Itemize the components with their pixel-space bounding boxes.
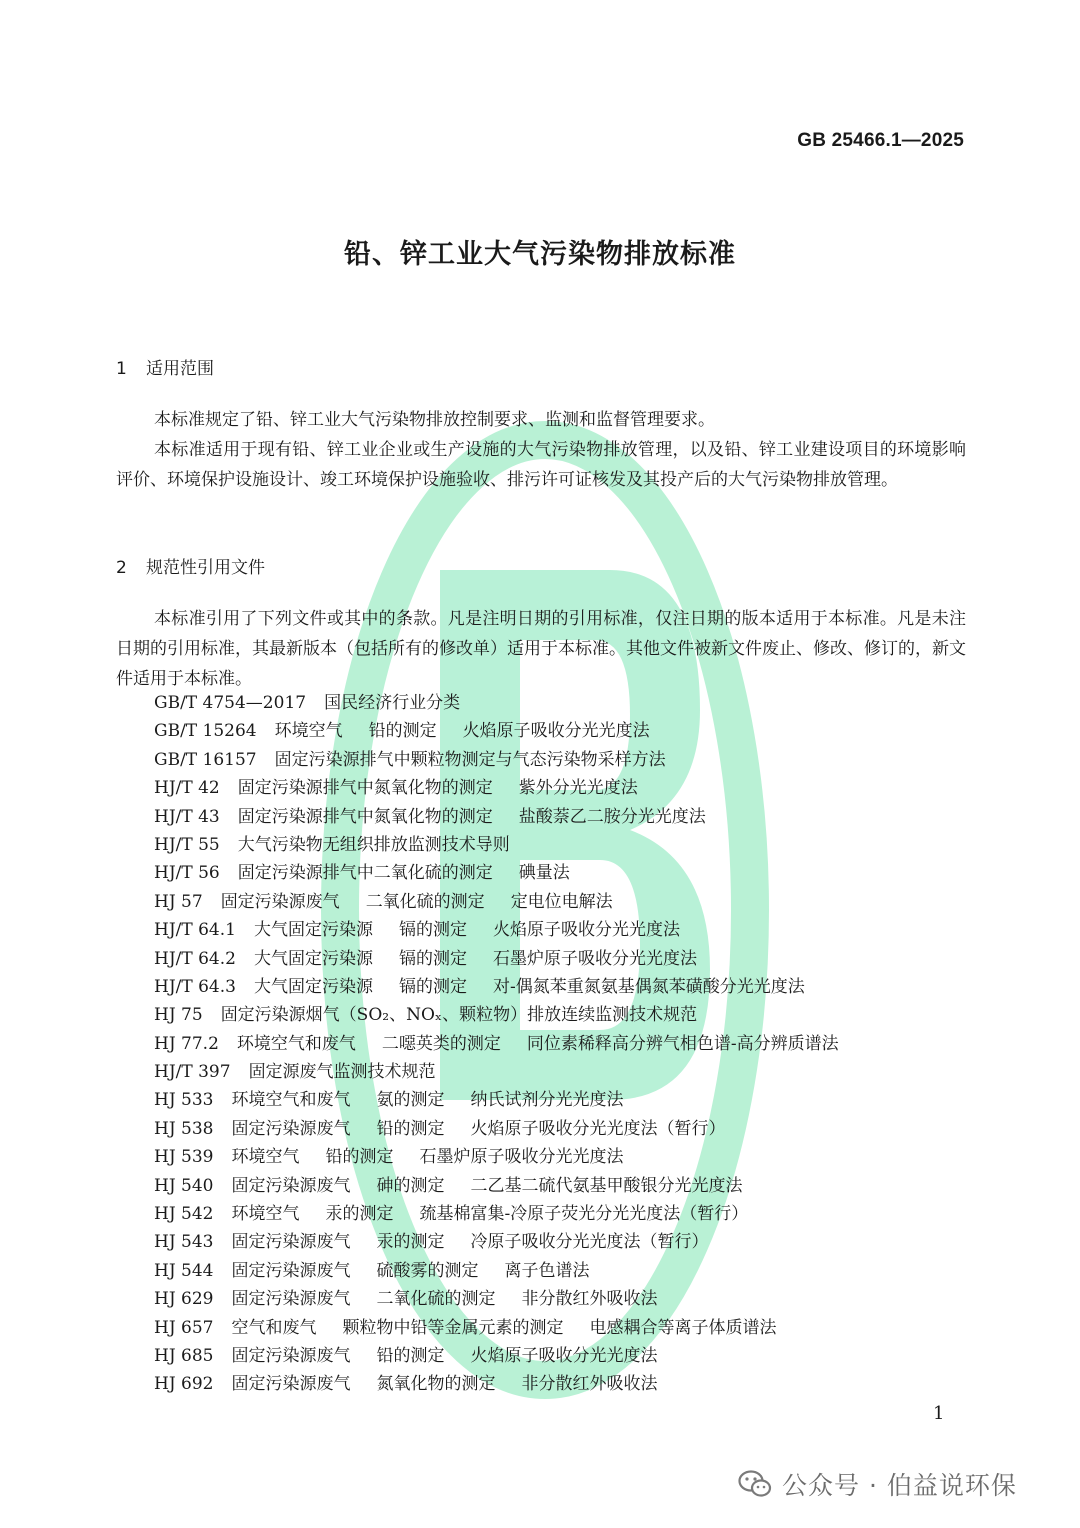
reference-code: HJ 543	[154, 1232, 214, 1253]
reference-title-part: 环境空气	[231, 1147, 300, 1168]
reference-item	[154, 945, 839, 973]
section-heading-scope	[116, 354, 214, 379]
reference-item	[154, 1257, 839, 1285]
reference-code: GB/T 16157	[154, 749, 257, 770]
reference-code: HJ 539	[154, 1147, 214, 1168]
reference-code: HJ 685	[154, 1345, 214, 1366]
reference-code: HJ/T 55	[154, 834, 220, 855]
paragraph: 本标准适用于现有铅、锌工业企业或生产设施的大气污染物排放管理，以及铅、锌工业建设项目的环境影响评价、环境保护设施设计、竣工环境保护设施验收、排污许可证核发及其投产后的大气污染物排放管理。	[116, 440, 966, 490]
reference-item	[154, 717, 839, 745]
reference-title-part: 环境空气和废气	[236, 1033, 356, 1054]
reference-title-part: 紫外分光光度法	[518, 778, 638, 799]
reference-title-part: 铅的测定	[376, 1118, 445, 1139]
reference-item	[154, 916, 839, 944]
reference-title-part: 固定污染源废气	[231, 1175, 351, 1196]
reference-title-part: 砷的测定	[376, 1175, 445, 1196]
reference-title-part: 固定污染源排气中氮氧化物的测定	[237, 806, 493, 827]
reference-item	[154, 1001, 839, 1029]
reference-title-part: 固定污染源排气中氮氧化物的测定	[237, 778, 493, 799]
reference-title-part: 铅的测定	[376, 1345, 445, 1366]
reference-title-part: 镉的测定	[398, 948, 467, 969]
reference-title-part: 大气污染物无组织排放监测技术导则	[237, 834, 510, 855]
reference-title-part: 火焰原子吸收分光光度法	[492, 920, 680, 941]
reference-title-part: 固定污染源废气	[231, 1345, 351, 1366]
reference-title-part: 汞的测定	[325, 1204, 394, 1225]
paragraph: 本标准引用了下列文件或其中的条款。凡是注明日期的引用标准，仅注日期的版本适用于本标准。凡是未注日期的引用标准，其最新版本（包括所有的修改单）适用于本标准。其他文件被新文件废止、修改、修订的，新文件适用于本标准。	[116, 609, 966, 689]
reference-title-part: 汞的测定	[376, 1232, 445, 1253]
section-heading-normative-references	[116, 553, 265, 578]
reference-item	[154, 1285, 839, 1313]
standard-code: GB 25466.1—2025	[797, 130, 964, 151]
reference-title-part: 纳氏试剂分光光度法	[470, 1090, 624, 1111]
reference-title-part: 环境空气	[231, 1204, 300, 1225]
section-number: 2	[116, 558, 127, 578]
reference-code: GB/T 15264	[154, 721, 257, 742]
reference-code: HJ/T 64.3	[154, 976, 236, 997]
reference-code: HJ/T 397	[154, 1062, 231, 1083]
reference-item	[154, 1370, 839, 1398]
reference-item	[154, 1030, 839, 1058]
reference-title-part: 冷原子吸收分光光度法（暂行）	[470, 1232, 709, 1253]
reference-title-part: 大气固定污染源	[253, 948, 373, 969]
reference-title-part: 颗粒物中铅等金属元素的测定	[342, 1317, 564, 1338]
reference-title-part: 环境空气	[274, 721, 343, 742]
reference-title-part: 固定源废气监测技术规范	[248, 1062, 436, 1083]
reference-code: HJ/T 64.1	[154, 920, 236, 941]
reference-code: HJ 57	[154, 891, 203, 912]
reference-item	[154, 689, 839, 717]
reference-code: HJ 692	[154, 1374, 214, 1395]
reference-title-part: 电感耦合等离子体质谱法	[589, 1317, 777, 1338]
reference-title-part: 固定污染源废气	[231, 1232, 351, 1253]
reference-code: HJ 538	[154, 1118, 214, 1139]
section-title: 规范性引用文件	[146, 558, 265, 578]
reference-code: GB/T 4754—2017	[154, 693, 307, 713]
section-title: 适用范围	[146, 359, 214, 379]
reference-item	[154, 1143, 839, 1171]
reference-title-part: 巯基棉富集-冷原子荧光分光光度法（暂行）	[419, 1204, 749, 1225]
reference-title-part: 固定污染源烟气（SO₂、NOₓ、颗粒物）排放连续监测技术规范	[220, 1005, 698, 1026]
reference-title-part: 环境空气和废气	[231, 1090, 351, 1111]
reference-code: HJ 629	[154, 1289, 214, 1310]
reference-title-part: 石墨炉原子吸收分光光度法	[492, 948, 697, 969]
reference-code: HJ/T 64.2	[154, 948, 236, 969]
reference-title-part: 硫酸雾的测定	[376, 1260, 479, 1281]
footer-brand-text: 公众号 · 伯益说环保	[782, 1471, 1017, 1500]
reference-title-part: 氮氧化物的测定	[376, 1374, 496, 1395]
reference-item	[154, 1172, 839, 1200]
reference-code: HJ 75	[154, 1005, 203, 1026]
reference-title-part: 镉的测定	[398, 976, 467, 997]
reference-title-part: 固定污染源排气中二氧化硫的测定	[237, 863, 493, 884]
document-title: 铅、锌工业大气污染物排放标准	[344, 239, 736, 270]
reference-title-part: 固定污染源废气	[231, 1118, 351, 1139]
reference-title-part: 离子色谱法	[504, 1260, 590, 1281]
wechat-icon	[738, 1469, 772, 1499]
reference-list	[154, 689, 839, 1399]
section-number: 1	[116, 359, 127, 379]
reference-title-part: 同位素稀释高分辨气相色谱-高分辨质谱法	[526, 1033, 839, 1054]
reference-title-part: 大气固定污染源	[253, 976, 373, 997]
reference-title-part: 碘量法	[518, 863, 570, 884]
reference-title-part: 非分散红外吸收法	[521, 1374, 658, 1395]
reference-title-part: 二乙基二硫代氨基甲酸银分光光度法	[470, 1175, 743, 1196]
reference-title-part: 火焰原子吸收分光光度法（暂行）	[470, 1118, 726, 1139]
reference-title-part: 火焰原子吸收分光光度法	[470, 1345, 658, 1366]
reference-title-part: 固定污染源排气中颗粒物测定与气态污染物采样方法	[274, 749, 666, 770]
reference-code: HJ 542	[154, 1204, 214, 1225]
reference-title-part: 固定污染源废气	[231, 1289, 351, 1310]
reference-title-part: 铅的测定	[368, 721, 437, 742]
reference-code: HJ 77.2	[154, 1033, 219, 1054]
paragraph: 本标准规定了铅、锌工业大气污染物排放控制要求、监测和监督管理要求。	[154, 410, 715, 430]
wechat-account-footer	[738, 1464, 1017, 1504]
reference-title-part: 火焰原子吸收分光光度法	[462, 721, 650, 742]
reference-title-part: 大气固定污染源	[253, 920, 373, 941]
reference-title-part: 盐酸萘乙二胺分光光度法	[518, 806, 706, 827]
reference-title-part: 石墨炉原子吸收分光光度法	[419, 1147, 624, 1168]
reference-code: HJ 544	[154, 1260, 214, 1281]
reference-code: HJ/T 43	[154, 806, 220, 827]
reference-title-part: 对-偶氮苯重氮氨基偶氮苯磺酸分光光度法	[492, 976, 805, 997]
page-number: 1	[933, 1403, 945, 1424]
reference-item	[154, 973, 839, 1001]
reference-code: HJ 533	[154, 1090, 214, 1111]
reference-item	[154, 803, 839, 831]
reference-title-part: 二噁英类的测定	[381, 1033, 501, 1054]
reference-item	[154, 1200, 839, 1228]
reference-title-part: 国民经济行业分类	[324, 693, 461, 713]
reference-code: HJ 657	[154, 1317, 214, 1338]
reference-item	[154, 1314, 839, 1342]
reference-title-part: 固定污染源废气	[231, 1260, 351, 1281]
reference-title-part: 固定污染源废气	[231, 1374, 351, 1395]
reference-item	[154, 746, 839, 774]
reference-item	[154, 1115, 839, 1143]
reference-title-part: 镉的测定	[398, 920, 467, 941]
reference-item	[154, 859, 839, 887]
reference-title-part: 二氧化硫的测定	[376, 1289, 496, 1310]
reference-title-part: 固定污染源废气	[220, 891, 340, 912]
reference-title-part: 非分散红外吸收法	[521, 1289, 658, 1310]
reference-title-part: 定电位电解法	[510, 891, 613, 912]
reference-item	[154, 1086, 839, 1114]
reference-code: HJ/T 56	[154, 863, 220, 884]
reference-item	[154, 831, 839, 859]
reference-title-part: 铅的测定	[325, 1147, 394, 1168]
reference-title-part: 空气和废气	[231, 1317, 317, 1338]
reference-title-part: 二氧化硫的测定	[365, 891, 485, 912]
reference-code: HJ 540	[154, 1175, 214, 1196]
reference-item	[154, 1228, 839, 1256]
reference-title-part: 氨的测定	[376, 1090, 445, 1111]
reference-item	[154, 1342, 839, 1370]
reference-item	[154, 1058, 839, 1086]
reference-code: HJ/T 42	[154, 778, 220, 799]
reference-item	[154, 888, 839, 916]
reference-item	[154, 774, 839, 802]
